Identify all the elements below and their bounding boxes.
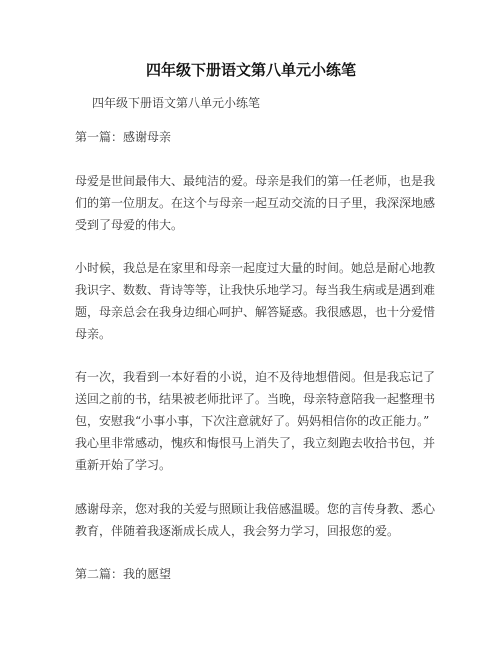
paragraph-line: 感谢母亲，您对我的关爱与照顾让我倍感温暖。您的言传身教、悉心: [75, 502, 436, 516]
paragraph-line: 有一次，我看到一本好看的小说，迫不及待地想借阅。但是我忘记了: [75, 370, 436, 384]
section-heading-1: 第一篇：感谢母亲: [75, 130, 172, 144]
paragraph-line: 题，母亲总会在我身边细心呵护、解答疑惑。我很感恩，也十分爱惜: [75, 305, 436, 319]
paragraph-line: 母爱是世间最伟大、最纯洁的爱。母亲是我们的第一任老师，也是我: [75, 174, 436, 188]
paragraph-line: 教育，伴随着我逐渐成长成人，我会努力学习，回报您的爱。: [75, 524, 400, 538]
paragraph-4: [75, 498, 436, 542]
paragraph-line: 小时候，我总是在家里和母亲一起度过大量的时间。她总是耐心地教: [75, 261, 436, 275]
paragraph-line: 包，安慰我“小事小事，下次注意就好了。妈妈相信你的改正能力。”: [75, 414, 430, 428]
paragraph-2: [75, 257, 436, 345]
paragraph-1: [75, 170, 436, 236]
paragraph-line: 送回之前的书，结果被老师批评了。当晚，母亲特意陪我一起整理书: [75, 392, 436, 406]
paragraph-line: 们的第一位朋友。在这个与母亲一起互动交流的日子里，我深深地感: [75, 196, 436, 210]
paragraph-line: 我心里非常感动，愧疚和悔恨马上消失了，我立刻跑去收拾书包，并: [75, 436, 436, 450]
paragraph-line: 受到了母爱的伟大。: [75, 218, 184, 232]
paragraph-line: 重新开始了学习。: [75, 458, 172, 472]
document-title: 四年级下册语文第八单元小练笔: [145, 61, 356, 79]
paragraph-3: [75, 366, 436, 476]
paragraph-line: 我识字、数数、背诗等等，让我快乐地学习。每当我生病或是遇到难: [75, 283, 436, 297]
document-subtitle: 四年级下册语文第八单元小练笔: [92, 96, 261, 110]
paragraph-line: 母亲。: [75, 327, 112, 341]
section-heading-2: 第二篇：我的愿望: [75, 567, 172, 581]
